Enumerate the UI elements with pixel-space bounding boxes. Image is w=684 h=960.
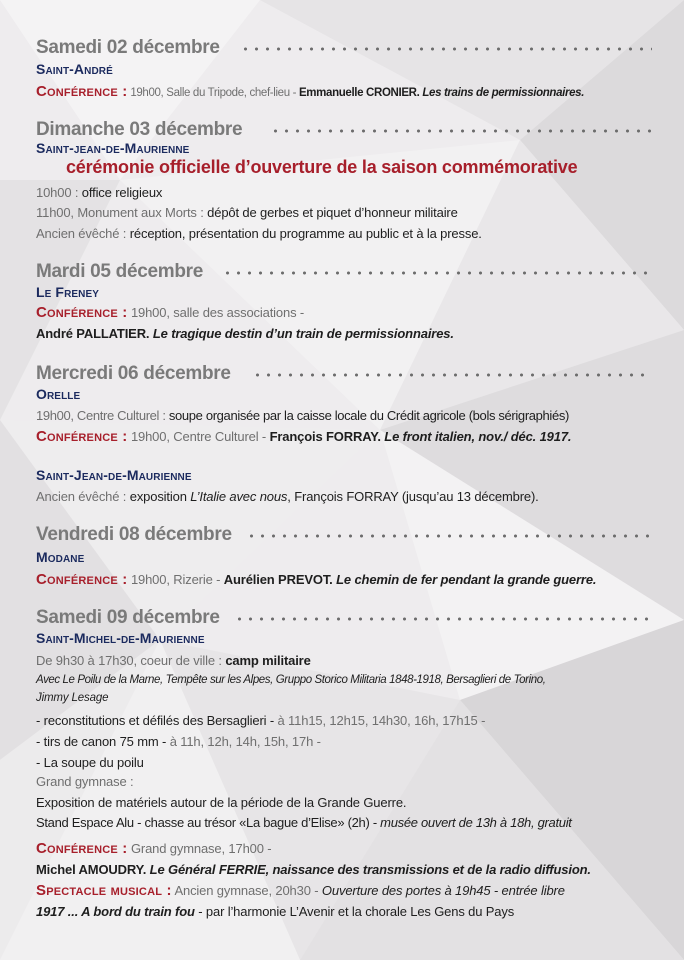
conference-speaker: François FORRAY. [269,429,381,444]
section-6-bullet-3: - La soupe du poilu [36,755,144,770]
bullet-times: à 11h, 12h, 14h, 15h, 17h - [169,734,321,749]
time-label: Ancien évêché : [36,489,127,504]
section-3-day: Mardi 05 décembre [36,261,204,282]
conference-title: Le tragique destin d’un train de permissionnaires. [152,326,454,341]
section-6-bullet-2 [36,735,321,748]
bullet-text: - reconstitutions et défilés des Bersaglieri - [36,713,275,728]
section-1-day: Samedi 02 décembre [36,37,220,58]
museum-hours: musée ouvert de 13h à 18h, gratuit [380,815,572,830]
show-label: Spectacle musical : [36,882,172,899]
dotted-separator [252,373,652,377]
section-6-show [36,883,565,898]
section-3-place: Le Freney [36,284,100,300]
section-5-place: Modane [36,549,85,565]
dotted-separator [246,534,652,538]
time-label: 10h00 : [36,185,79,200]
conference-title: Le Général FERRIE, naissance des transmissions et de la radio diffusion. [149,862,591,877]
section-6-expo: Exposition de matériels autour de la période de la Grande Guerre. [36,795,407,810]
dotted-separator [234,617,652,621]
show-details: Ancien gymnase, 20h30 - [174,883,319,898]
conference-details: 19h00, Centre Culturel - [130,429,267,444]
section-5-day: Vendredi 08 décembre [36,524,232,545]
conference-details: Grand gymnase, 17h00 - [130,841,272,856]
section-6-camp [36,654,311,667]
section-6-show-title [36,905,514,918]
section-4-line-1 [36,409,569,422]
event-text: Stand Espace Alu - chasse au trésor «La bague d’Elise» (2h) - [36,815,377,830]
show-title: 1917 ... A bord du train fou [36,904,195,919]
section-2-day: Dimanche 03 décembre [36,119,243,140]
time-label: Ancien évêché : [36,226,127,241]
section-2-line-3 [36,227,482,240]
dotted-separator [222,271,652,275]
section-2-line-2 [36,206,458,219]
bullet-text: - tirs de canon 75 mm - [36,734,167,749]
section-1-conference [36,84,584,100]
section-4-day: Mercredi 06 décembre [36,363,231,384]
section-2-line-1 [36,186,162,199]
section-6-conference [36,841,271,856]
show-entry-info: Ouverture des portes à 19h45 - entrée libre [321,883,565,898]
conference-speaker: Aurélien PREVOT. [223,572,333,587]
section-3-conference-title [36,327,454,340]
dotted-separator [240,47,652,51]
section-4-place: Orelle [36,386,81,402]
show-performers: - par l’harmonie L’Avenir et la chorale Les Gens du Pays [198,904,515,919]
event-text: réception, présentation du programme au public et à la presse. [129,226,482,241]
conference-speaker: André PALLATIER. [36,326,150,341]
conference-details: 19h00, Rizerie - [130,572,221,587]
section-4-conference [36,429,571,444]
section-6-conference-title [36,863,591,876]
event-text: soupe organisée par la caisse locale du Crédit agricole (bols sérigraphiés) [168,408,569,423]
section-2-banner: cérémonie officielle d’ouverture de la saison commémorative [66,157,578,177]
conference-label: Conférence : [36,571,128,588]
time-label: De 9h30 à 17h30, coeur de ville : [36,653,222,668]
section-4-line-3 [36,490,539,503]
time-label: 19h00, Centre Culturel : [36,408,166,423]
section-6-gym-label: Grand gymnase : [36,774,134,789]
section-6-stand [36,816,572,829]
conference-title: Le chemin de fer pendant la grande guerre. [336,572,597,587]
conference-label: Conférence : [36,83,128,100]
section-3-conference [36,305,304,320]
section-6-day: Samedi 09 décembre [36,607,220,628]
event-text: camp militaire [225,653,311,668]
conference-title: Les trains de permissionnaires. [422,87,585,99]
conference-label: Conférence : [36,840,128,857]
section-5-conference [36,572,596,587]
event-text: office religieux [81,185,163,200]
event-text: , François FORRAY (jusqu’au 13 décembre). [287,489,539,504]
bullet-times: à 11h15, 12h15, 14h30, 16h, 17h15 - [277,713,486,728]
conference-details: 19h00, salle des associations - [130,305,305,320]
section-6-with-line-2: Jimmy Lesage [36,692,109,704]
conference-label: Conférence : [36,304,128,321]
conference-speaker: Emmanuelle CRONIER. [298,87,420,99]
dotted-separator [270,129,652,133]
conference-speaker: Michel AMOUDRY. [36,862,147,877]
event-text: exposition [129,489,187,504]
time-label: 11h00, Monument aux Morts : [36,205,204,220]
section-6-bullet-1 [36,714,485,727]
conference-label: Conférence : [36,428,128,445]
section-6-with-line-1: Avec Le Poilu de la Marne, Tempête sur les Alpes, Gruppo Storico Militaria 1848-1918, Bersaglieri de Torino, [36,674,546,686]
exhibition-title: L’Italie avec nous [190,489,288,504]
event-text: dépôt de gerbes et piquet d’honneur militaire [207,205,458,220]
section-4-place-2: Saint-Jean-de-Maurienne [36,467,192,483]
section-1-place: Saint-André [36,61,113,77]
conference-details: 19h00, Salle du Tripode, chef-lieu - [130,87,297,99]
section-2-place: Saint-jean-de-Maurienne [36,140,190,156]
conference-title: Le front italien, nov./ déc. 1917. [384,429,572,444]
section-6-place: Saint-Michel-de-Maurienne [36,630,205,646]
